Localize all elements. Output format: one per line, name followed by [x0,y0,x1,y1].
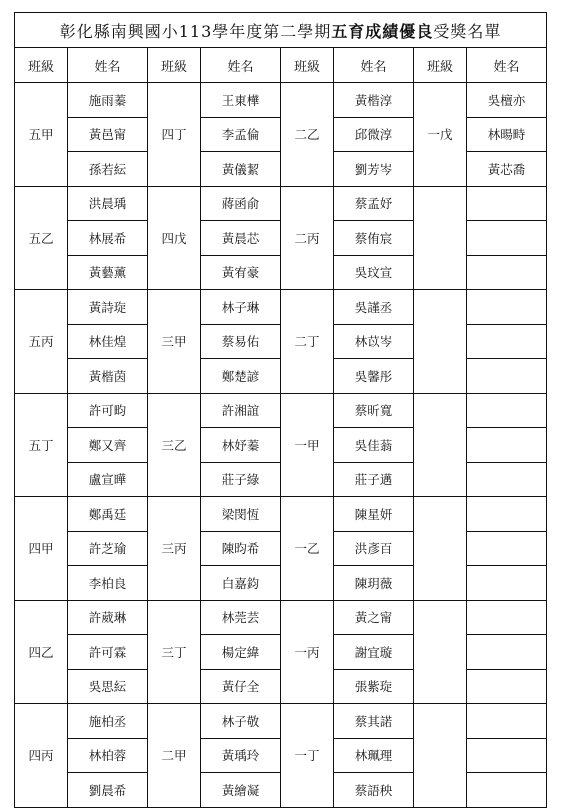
student-name-cell: 黃宥豪 [201,255,281,290]
student-name-cell: 黃芯喬 [467,152,547,187]
student-name-cell: 莊子邁 [334,462,414,497]
student-name-cell: 施雨蓁 [68,83,148,118]
student-name-cell: 林暘畤 [467,117,547,152]
table-row [15,393,547,428]
class-cell: 一丁 [281,704,334,808]
student-name-cell: 林莞芸 [201,600,281,635]
student-name-cell: 林展希 [68,221,148,256]
header-name: 姓名 [334,48,414,83]
title-bold: 五育成績優良 [331,21,434,41]
class-cell: 四乙 [15,600,68,704]
header-class: 班級 [148,48,201,83]
student-name-cell: 王東樺 [201,83,281,118]
student-name-cell: 許葳琳 [68,600,148,635]
student-name-cell: 施柏丞 [68,704,148,739]
student-name-cell: 黃楷淳 [334,83,414,118]
title-suffix: 受獎名單 [433,21,502,41]
class-cell: 五丙 [15,290,68,394]
class-cell: 五乙 [15,186,68,290]
class-cell [414,186,467,290]
table-row [15,83,547,118]
student-name-cell: 洪彥百 [334,531,414,566]
student-name-cell: 楊定緯 [201,635,281,670]
student-name-cell: 黃晨芯 [201,221,281,256]
table-row [15,600,547,635]
student-name-cell [467,186,547,221]
class-cell [414,393,467,497]
student-name-cell: 黃楷茵 [68,359,148,394]
student-name-cell: 林子敬 [201,704,281,739]
award-list-document [14,12,546,808]
table-row [15,497,547,532]
class-cell: 一乙 [281,497,334,601]
student-name-cell: 林苡岑 [334,324,414,359]
student-name-cell: 張紫琁 [334,669,414,704]
student-name-cell: 黃之甯 [334,600,414,635]
class-cell: 四丙 [15,704,68,808]
class-cell: 二乙 [281,83,334,187]
header-class: 班級 [281,48,334,83]
class-cell: 三丁 [148,600,201,704]
student-name-cell: 黃儀絜 [201,152,281,187]
student-name-cell [467,669,547,704]
class-cell: 三丙 [148,497,201,601]
class-cell: 四戊 [148,186,201,290]
student-name-cell: 黃仔全 [201,669,281,704]
student-name-cell [467,393,547,428]
student-name-cell: 黃繪凝 [201,773,281,808]
student-name-cell [467,738,547,773]
class-cell [414,290,467,394]
student-name-cell: 李柏良 [68,566,148,601]
student-name-cell [467,635,547,670]
student-name-cell: 蔡易佑 [201,324,281,359]
title-prefix: 彰化縣南興國小113學年度第二學期 [59,21,332,41]
student-name-cell [467,600,547,635]
class-cell: 四丁 [148,83,201,187]
class-cell: 四甲 [15,497,68,601]
class-cell: 二甲 [148,704,201,808]
student-name-cell [467,773,547,808]
student-name-cell: 吳檀亦 [467,83,547,118]
table-body [15,83,547,808]
student-name-cell: 劉晨希 [68,773,148,808]
student-name-cell: 吳馨彤 [334,359,414,394]
student-name-cell: 蔡孟妤 [334,186,414,221]
header-row [15,48,547,83]
class-cell: 一丙 [281,600,334,704]
student-name-cell [467,462,547,497]
table-row [15,704,547,739]
student-name-cell: 黃藝薰 [68,255,148,290]
student-name-cell: 白嘉鈞 [201,566,281,601]
student-name-cell [467,324,547,359]
header-name: 姓名 [467,48,547,83]
student-name-cell: 黃瑀玲 [201,738,281,773]
student-name-cell: 吳謹丞 [334,290,414,325]
student-name-cell: 劉芳岑 [334,152,414,187]
student-name-cell: 邱微淳 [334,117,414,152]
class-cell: 三甲 [148,290,201,394]
student-name-cell: 莊子綠 [201,462,281,497]
student-name-cell: 許可霖 [68,635,148,670]
student-name-cell: 梁閔恆 [201,497,281,532]
award-table [14,12,547,808]
class-cell: 二丁 [281,290,334,394]
header-name: 姓名 [201,48,281,83]
student-name-cell: 蔡其諾 [334,704,414,739]
student-name-cell: 陳昀希 [201,531,281,566]
student-name-cell: 黃詩琁 [68,290,148,325]
header-class: 班級 [15,48,68,83]
student-name-cell: 謝宜璇 [334,635,414,670]
student-name-cell [467,704,547,739]
student-name-cell: 吳佳蓊 [334,428,414,463]
class-cell [414,497,467,601]
student-name-cell [467,428,547,463]
student-name-cell: 蔡侑宸 [334,221,414,256]
class-cell [414,704,467,808]
student-name-cell: 黃邑甯 [68,117,148,152]
class-cell [414,600,467,704]
student-name-cell [467,531,547,566]
student-name-cell: 林佳煌 [68,324,148,359]
student-name-cell: 許芝瑜 [68,531,148,566]
student-name-cell: 許湘誼 [201,393,281,428]
student-name-cell: 鄭又齊 [68,428,148,463]
class-cell: 二丙 [281,186,334,290]
class-cell: 一戊 [414,83,467,187]
class-cell: 三乙 [148,393,201,497]
student-name-cell: 林珮理 [334,738,414,773]
page-title [15,13,547,48]
student-name-cell [467,255,547,290]
student-name-cell: 陳星妍 [334,497,414,532]
student-name-cell: 吳思紜 [68,669,148,704]
student-name-cell: 孫若紜 [68,152,148,187]
student-name-cell: 盧宣曄 [68,462,148,497]
student-name-cell [467,221,547,256]
student-name-cell [467,359,547,394]
student-name-cell [467,290,547,325]
student-name-cell: 洪晨瑀 [68,186,148,221]
student-name-cell: 蔡昕寬 [334,393,414,428]
student-name-cell: 林妤蓁 [201,428,281,463]
student-name-cell: 蔣函俞 [201,186,281,221]
header-name: 姓名 [68,48,148,83]
header-class: 班級 [414,48,467,83]
table-row [15,290,547,325]
student-name-cell: 吳玟宣 [334,255,414,290]
class-cell: 五甲 [15,83,68,187]
student-name-cell [467,566,547,601]
student-name-cell: 林柏蓉 [68,738,148,773]
class-cell: 五丁 [15,393,68,497]
student-name-cell: 鄭禹廷 [68,497,148,532]
student-name-cell: 鄭楚諺 [201,359,281,394]
student-name-cell: 李孟倫 [201,117,281,152]
student-name-cell: 許可畇 [68,393,148,428]
table-row [15,186,547,221]
student-name-cell: 蔡語秧 [334,773,414,808]
student-name-cell: 林子琳 [201,290,281,325]
class-cell: 一甲 [281,393,334,497]
student-name-cell: 陳玥薇 [334,566,414,601]
student-name-cell [467,497,547,532]
